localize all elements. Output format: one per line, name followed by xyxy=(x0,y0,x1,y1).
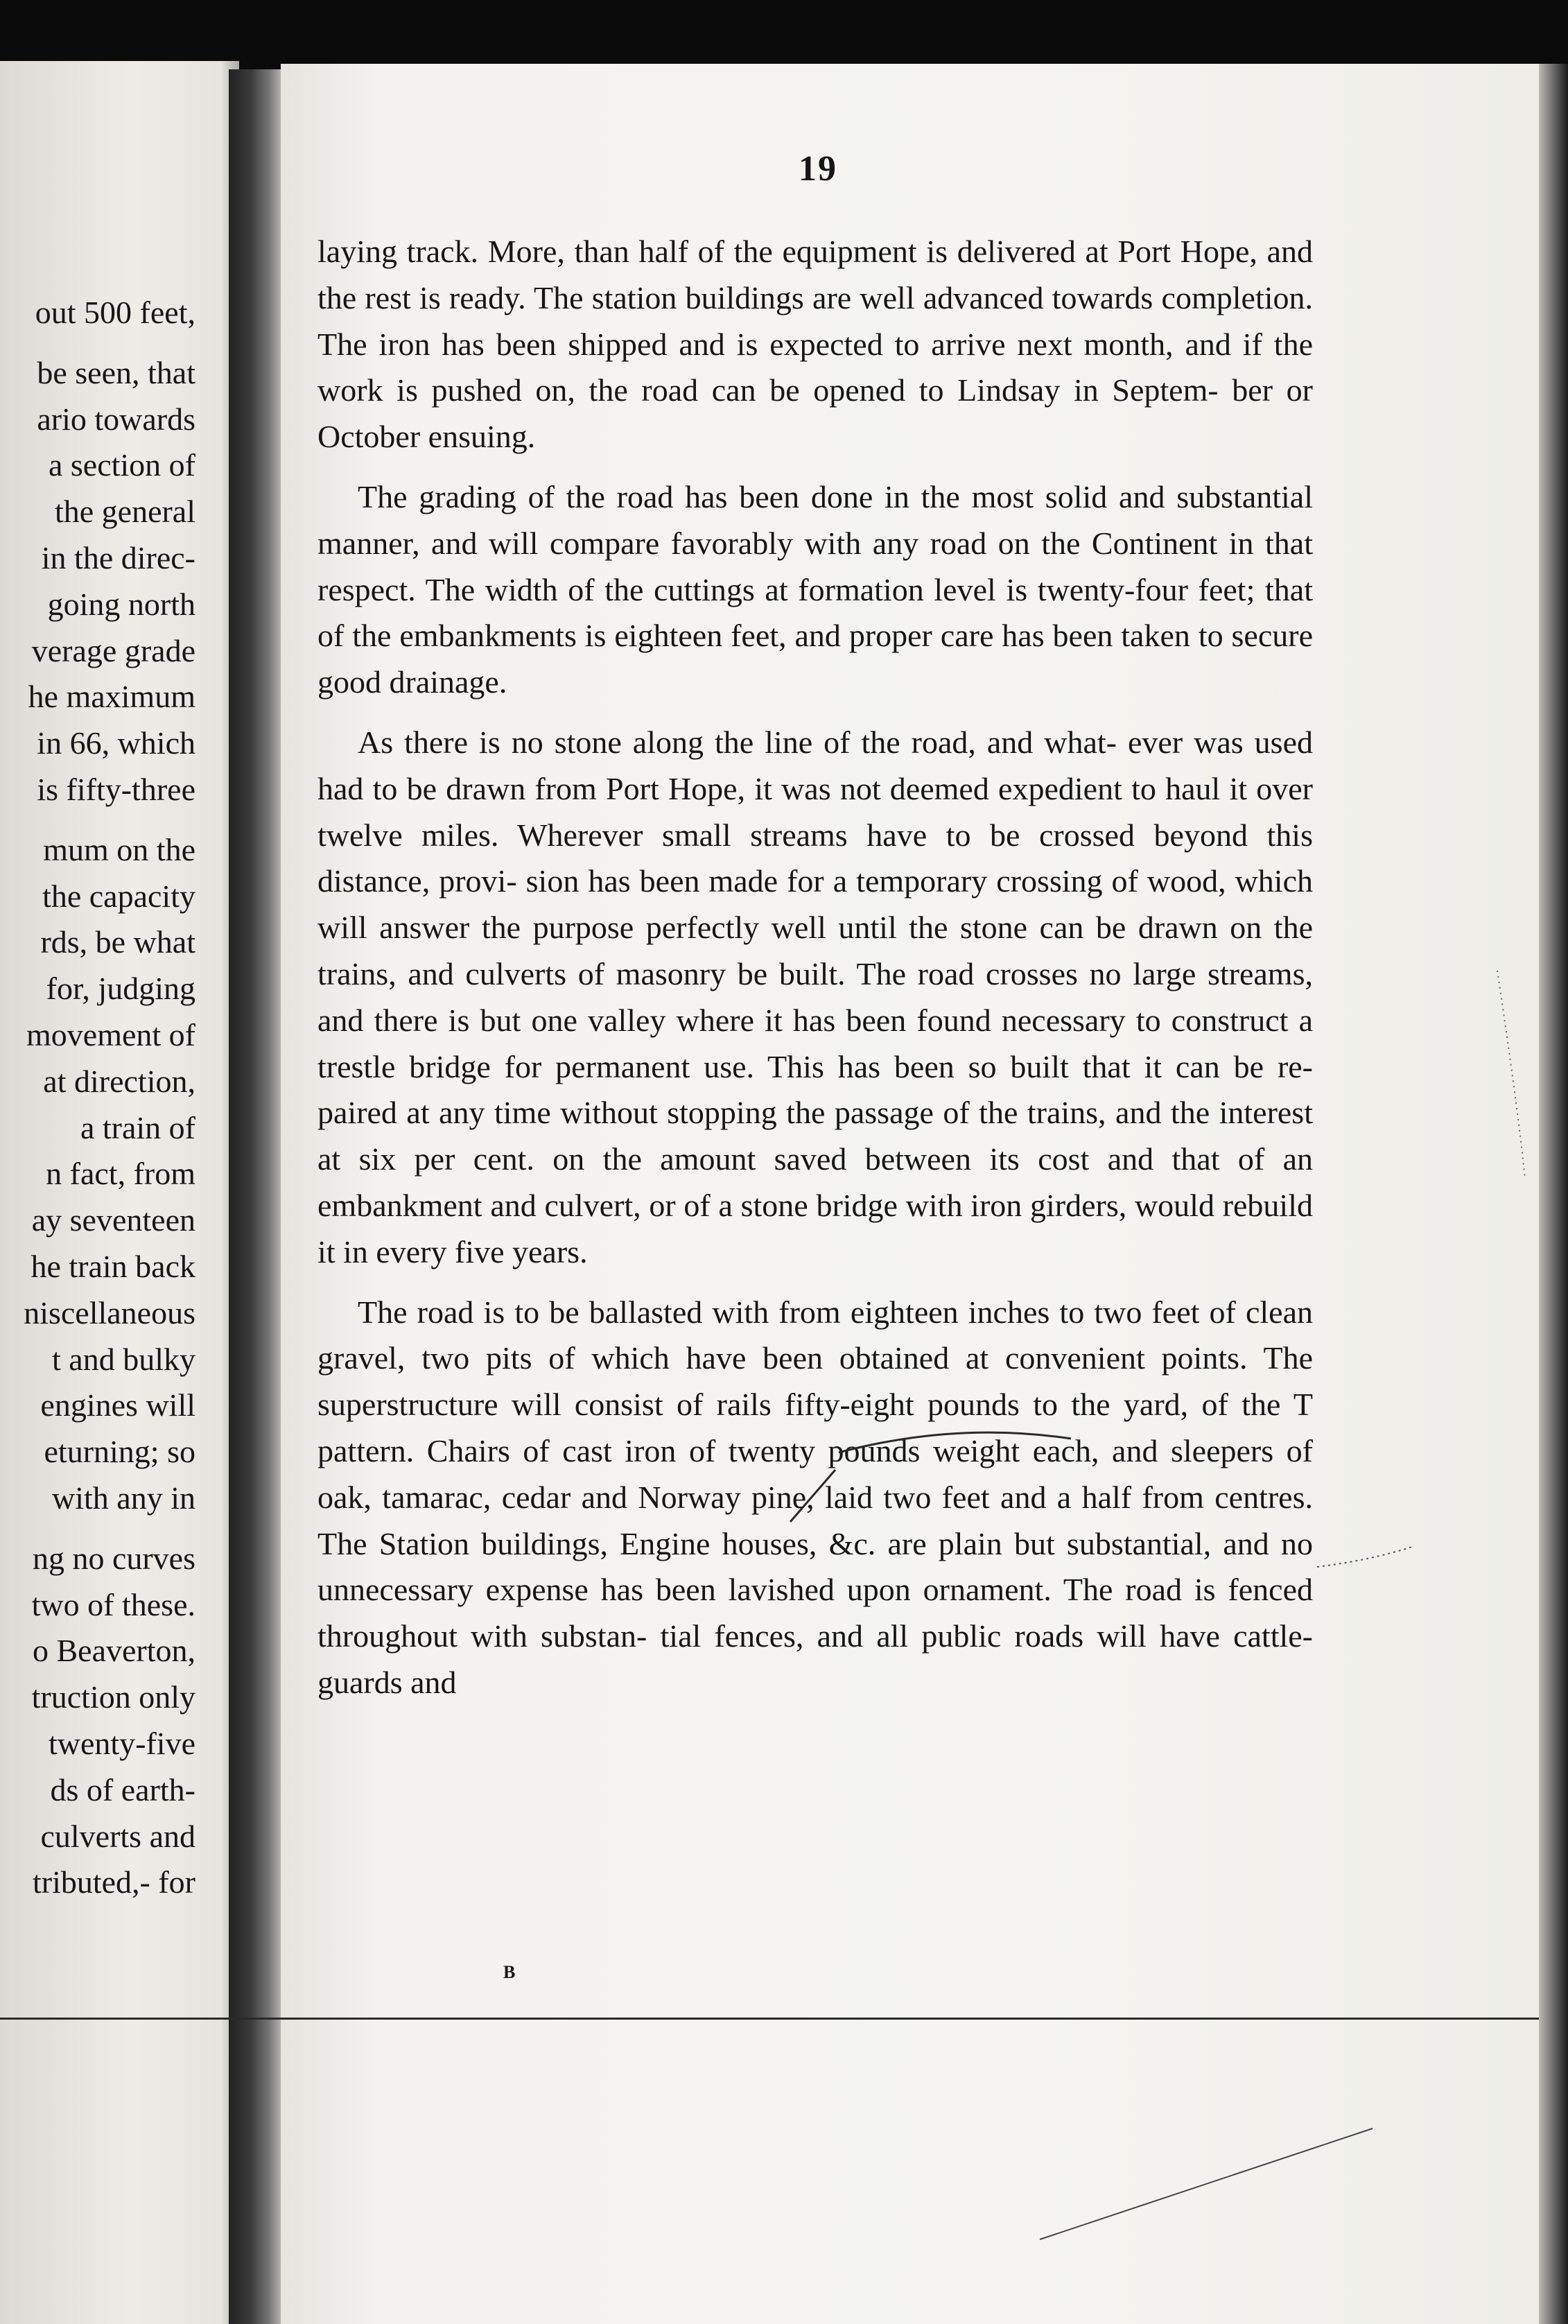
page-number: 19 xyxy=(799,149,837,189)
left-text-line: n fact, from xyxy=(46,1156,195,1192)
left-text-line: eturning; so xyxy=(44,1434,195,1470)
left-text-line: is fifty-three xyxy=(37,771,195,807)
left-text-line: verage grade xyxy=(31,632,195,668)
left-text-line: ng no curves xyxy=(32,1540,195,1576)
left-text-line: truction only xyxy=(31,1679,195,1715)
left-text-line: t and bulky xyxy=(52,1341,195,1377)
paragraph-spacer xyxy=(0,1522,195,1536)
right-page-edge xyxy=(1539,64,1568,2324)
left-text-line: the capacity xyxy=(42,878,195,914)
left-text-line: culverts and xyxy=(40,1818,195,1854)
left-text-line: ay seventeen xyxy=(31,1202,195,1238)
left-text-line: movement of xyxy=(26,1016,195,1052)
right-column-text xyxy=(317,229,1313,1706)
left-text-line: with any in xyxy=(52,1480,195,1516)
left-text-line: in 66, which xyxy=(37,725,195,761)
left-column-text xyxy=(0,290,195,1906)
left-text-line: going north xyxy=(47,586,195,622)
left-text-line: mum on the xyxy=(43,831,195,867)
left-text-line: be seen, that xyxy=(37,354,195,390)
paragraph: As there is no stone along the line of the road, and what- ever was used had to be drawn from Port Hope, it was not deemed expedient to haul it over twelve miles. Wherever small streams have to be crossed beyond this distance, provi- sion has been made for a temporary crossing of wood, which will answer the purpose perfectly well until the stone can be drawn on the trains, and culverts of masonry be built. The road crosses no large streams, and there is but one valley where it has been found necessary to construct a trestle bridge for permanent use. This has been so built that it can be re- paired at any time without stopping the passage of the trains, and the interest at six per cent. on the amount saved between its cost and that of an embankment and culvert, or of a stone bridge with iron girders, would rebuild it in every five years. xyxy=(317,724,1313,1269)
left-text-line: engines will xyxy=(40,1387,195,1423)
paragraph: The road is to be ballasted with from eighteen inches to two feet of clean gravel, two pits of which have been obtained at convenient points. The superstructure will consist of rails fifty-eight pounds to the yard, of the T pattern. Chairs of cast iron of twenty pounds weight each, and sleepers of oak, tamarac, cedar and Norway pine, laid two feet and a half from centres. The Station buildings, Engine houses, &c. are plain but substantial, and no unnecessary expense has been lavished upon ornament. The road is fenced throughout with substan- tial fences, and all public roads will have cattle-guards and xyxy=(317,1294,1313,1700)
left-text-line: for, judging xyxy=(46,971,195,1007)
paragraph: laying track. More, than half of the equipment is delivered at Port Hope, and the rest is ready. The station buildings are well advanced towards completion. The iron has been shipped and is expected to arrive next month, and if the work is pushed on, the road can be opened to Lindsay in Septem- ber or October ensuing. xyxy=(317,234,1313,455)
left-text-line: rds, be what xyxy=(40,924,195,960)
paragraph: The grading of the road has been done in the most solid and substantial manner, and will compare favorably with any road on the Continent in that respect. The width of the cuttings at formation level is twenty-four feet; that of the embankments is eighteen feet, and proper care has been taken to secure good drainage. xyxy=(317,478,1313,700)
paragraph-spacer xyxy=(0,336,195,350)
bottom-rule xyxy=(0,2018,1539,2020)
left-text-line: in the direc- xyxy=(41,539,195,575)
left-text-line: the general xyxy=(54,494,195,530)
left-text-line: two of these. xyxy=(31,1586,195,1622)
left-text-line: a section of xyxy=(48,447,195,483)
left-text-line: twenty-five xyxy=(48,1725,195,1761)
signature-mark: B xyxy=(503,1962,516,1982)
left-text-line: he maximum xyxy=(28,679,195,715)
paragraph-spacer xyxy=(0,813,195,827)
left-page-fragment xyxy=(0,61,239,2324)
book-gutter xyxy=(229,69,283,2324)
left-text-line: ds of earth- xyxy=(50,1771,195,1807)
left-text-line: tributed,- for xyxy=(32,1864,195,1900)
left-text-line: a train of xyxy=(80,1109,195,1145)
left-text-line: out 500 feet, xyxy=(35,295,195,330)
left-text-line: he train back xyxy=(31,1248,195,1284)
left-text-line: ario towards xyxy=(37,401,195,437)
left-text-line: o Beaverton, xyxy=(32,1633,195,1669)
left-text-line: at direction, xyxy=(43,1063,195,1099)
left-text-line: niscellaneous xyxy=(24,1294,195,1330)
